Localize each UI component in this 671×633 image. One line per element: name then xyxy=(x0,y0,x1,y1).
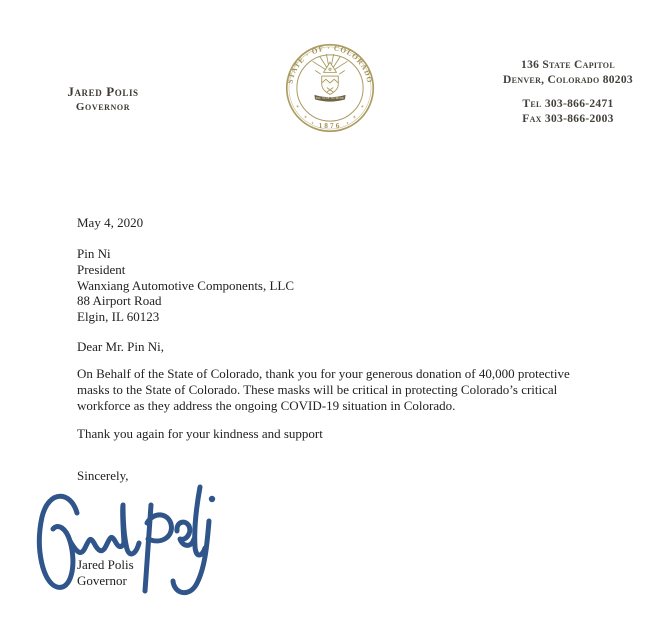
recipient-name: Pin Ni xyxy=(77,246,111,261)
body-paragraph xyxy=(77,366,570,413)
seal-star-icon: ✶ xyxy=(360,104,365,110)
seal-crest xyxy=(313,54,348,94)
seal-star-icon: ✶ xyxy=(303,114,308,120)
capitol-address-line1: 136 State Capitol xyxy=(521,59,615,71)
typed-signature-block xyxy=(77,557,134,589)
closing-line: Thank you again for your kindness and support xyxy=(77,426,323,441)
recipient-title: President xyxy=(77,261,126,277)
body-line: masks to the State of Colorado. These masks will be critical in protecting Colorado’s critical xyxy=(77,381,558,397)
salutation: Dear Mr. Pin Ni, xyxy=(77,339,165,354)
typed-signature-title: Governor xyxy=(77,572,127,588)
recipient-city: Elgin, IL 60123 xyxy=(77,309,160,325)
seal-star-icon: ✶ xyxy=(352,114,357,120)
signature-image xyxy=(33,479,238,604)
capitol-address-block xyxy=(468,58,668,127)
official-name-block xyxy=(28,84,178,113)
state-seal xyxy=(284,42,376,134)
body-line: workforce as they address the ongoing COVID-19 situation in Colorado. xyxy=(77,397,456,413)
official-title: Governor xyxy=(75,101,131,113)
recipient-street: 88 Airport Road xyxy=(77,293,162,309)
recipient-company: Wanxiang Automotive Components, LLC xyxy=(77,277,295,293)
fax-line: Fax 303-866-2003 xyxy=(522,113,614,125)
colorado-seal-icon xyxy=(284,42,376,134)
seal-year: 1876 xyxy=(318,121,342,131)
address-spacer xyxy=(468,88,668,97)
signature-i-dot xyxy=(209,496,215,502)
phone-line: Tel 303-866-2471 xyxy=(522,98,614,110)
recipient-address-block xyxy=(77,246,294,325)
capitol-address-line2: Denver, Colorado 80203 xyxy=(503,74,633,86)
letter-date: May 4, 2020 xyxy=(77,215,144,230)
seal-ring-text: STATE · OF · COLORADO xyxy=(285,43,375,85)
seal-dot xyxy=(312,122,313,123)
seal-dot xyxy=(347,122,348,123)
seal-motto: NIL SINE NUMINE xyxy=(315,97,345,101)
seal-star-icon: ✶ xyxy=(295,104,300,110)
typed-signature-name: Jared Polis xyxy=(77,557,134,572)
valediction: Sincerely, xyxy=(77,468,129,483)
body-line: On Behalf of the State of Colorado, thank you for your generous donation of 40,000 protective xyxy=(77,366,570,381)
official-name: Jared Polis xyxy=(67,84,139,99)
